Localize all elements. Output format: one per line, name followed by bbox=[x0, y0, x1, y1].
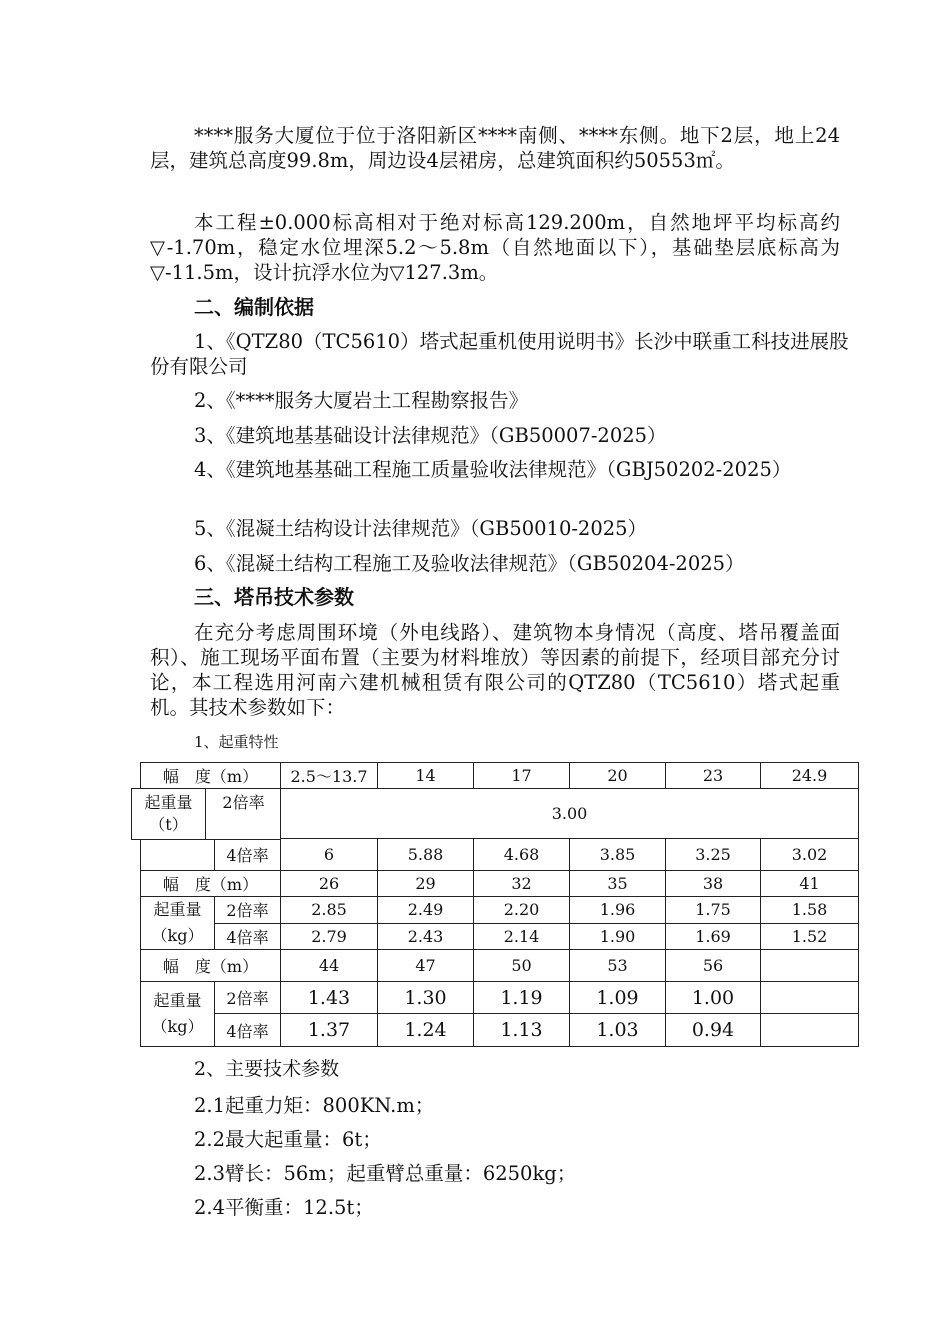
table-row bbox=[141, 1014, 859, 1047]
table-cell: 38 bbox=[666, 871, 761, 897]
intro-paragraph-1: ****服务大厦位于位于洛阳新区****南侧、****东侧。地下2层，地上24层，建筑总高度99.8m，周边设4层裙房，总建筑面积约50553㎡。 bbox=[150, 124, 840, 172]
table-cell: 41 bbox=[761, 871, 859, 897]
table-cell: 1.69 bbox=[666, 923, 761, 950]
table-cell: 2.20 bbox=[474, 897, 570, 924]
reference-item-6: 6、《混凝土结构工程施工及验收法律规范》（GB50204-2025） bbox=[194, 552, 745, 575]
rate4-label: 4倍率 bbox=[215, 1014, 281, 1047]
table-cell: 23 bbox=[666, 763, 761, 789]
rate4-label: 4倍率 bbox=[215, 839, 281, 871]
table-cell: 1.75 bbox=[666, 897, 761, 924]
capacity-label-t: 起重量（t） bbox=[132, 789, 206, 839]
radius-header: 幅 度（m） bbox=[141, 871, 281, 897]
table-cell: 53 bbox=[570, 950, 666, 982]
table-cell: 2.85 bbox=[281, 897, 378, 924]
reference-item-4: 4、《建筑地基基础工程施工质量验收法律规范》（GBJ50202-2025） bbox=[194, 458, 792, 481]
table-row bbox=[141, 950, 859, 982]
table-cell: 29 bbox=[378, 871, 474, 897]
section-2-heading: 二、编制依据 bbox=[194, 295, 314, 319]
table-cell: 14 bbox=[378, 763, 474, 789]
table-cell: 2.49 bbox=[378, 897, 474, 924]
table-row bbox=[141, 982, 859, 1014]
radius-header: 幅 度（m） bbox=[141, 763, 281, 789]
table-cell bbox=[761, 982, 859, 1014]
rate4-label: 4倍率 bbox=[215, 923, 281, 950]
table-cell: 1.96 bbox=[570, 897, 666, 924]
rate2-label: 2倍率 bbox=[215, 897, 281, 924]
table-cell: 50 bbox=[474, 950, 570, 982]
table-cell: 56 bbox=[666, 950, 761, 982]
table-row bbox=[141, 897, 859, 924]
table-cell bbox=[761, 950, 859, 982]
table-cell: 6 bbox=[281, 839, 378, 871]
table-cell: 26 bbox=[281, 871, 378, 897]
param-item-3: 2.3臂长：56m；起重臂总重量：6250kg； bbox=[194, 1162, 577, 1185]
table-cell: 1.52 bbox=[761, 923, 859, 950]
table-cell: 35 bbox=[570, 871, 666, 897]
table-cell: 1.13 bbox=[474, 1014, 570, 1047]
table-cell: 17 bbox=[474, 763, 570, 789]
merged-capacity-cell: 3.00 bbox=[281, 789, 859, 839]
table-cell: 20 bbox=[570, 763, 666, 789]
reference-item-5: 5、《混凝土结构设计法律规范》（GB50010-2025） bbox=[194, 517, 648, 540]
table-cell: 1.90 bbox=[570, 923, 666, 950]
table-cell: 2.43 bbox=[378, 923, 474, 950]
table-row bbox=[141, 839, 859, 871]
table-cell: 47 bbox=[378, 950, 474, 982]
param-item-1: 2.1起重力矩：800KN.m； bbox=[194, 1094, 435, 1117]
table-cell: 3.25 bbox=[666, 839, 761, 871]
table-cell: 1.03 bbox=[570, 1014, 666, 1047]
section-3-heading: 三、塔吊技术参数 bbox=[194, 585, 354, 609]
table-cell: 32 bbox=[474, 871, 570, 897]
lifting-characteristics-caption: 1、起重特性 bbox=[194, 733, 279, 751]
table-cell: 2.79 bbox=[281, 923, 378, 950]
table-cell: 0.94 bbox=[666, 1014, 761, 1047]
table-cell: 1.43 bbox=[281, 982, 378, 1014]
param-item-4: 2.4平衡重：12.5t； bbox=[194, 1196, 374, 1219]
reference-item-1: 1、《QTZ80（TC5610）塔式起重机使用说明书》长沙中联重工科技进展股份有限公司 bbox=[150, 330, 849, 378]
table-cell: 44 bbox=[281, 950, 378, 982]
reference-item-3: 3、《建筑地基基础设计法律规范》（GB50007-2025） bbox=[194, 424, 667, 447]
table-cell: 1.58 bbox=[761, 897, 859, 924]
rate2-label: 2倍率 bbox=[222, 793, 265, 812]
table-cell bbox=[761, 1014, 859, 1047]
table-cell: 1.30 bbox=[378, 982, 474, 1014]
param-item-2: 2.2最大起重量：6t； bbox=[194, 1128, 382, 1151]
table-row bbox=[141, 923, 859, 950]
table-cell: 2.14 bbox=[474, 923, 570, 950]
section-3-paragraph: 在充分考虑周围环境（外电线路）、建筑物本身情况（高度、塔吊覆盖面积）、施工现场平面布置（主要为材料堆放）等因素的前提下，经项目部充分讨论，本工程选用河南六建机械租赁有限公司的QTZ80（TC5610）塔式起重机。其技术参数如下： bbox=[150, 621, 840, 719]
table-cell: 1.19 bbox=[474, 982, 570, 1014]
capacity-label-t-box bbox=[131, 788, 281, 840]
table-cell: 4.68 bbox=[474, 839, 570, 871]
table-row bbox=[141, 871, 859, 897]
table-row bbox=[141, 763, 859, 789]
table-cell: 1.00 bbox=[666, 982, 761, 1014]
table-cell: 3.85 bbox=[570, 839, 666, 871]
table-cell: 1.24 bbox=[378, 1014, 474, 1047]
table-cell: 2.5～13.7 bbox=[281, 763, 378, 789]
main-params-caption: 2、主要技术参数 bbox=[194, 1058, 340, 1080]
table-cell: 3.02 bbox=[761, 839, 859, 871]
table-cell: 1.37 bbox=[281, 1014, 378, 1047]
table-cell: 5.88 bbox=[378, 839, 474, 871]
table-cell: 1.09 bbox=[570, 982, 666, 1014]
capacity-label-kg: 起重量（kg） bbox=[141, 897, 215, 950]
intro-paragraph-2: 本工程±0.000标高相对于绝对标高129.200m，自然地坪平均标高约▽-1.70m，稳定水位埋深5.2～5.8m（自然地面以下），基础垫层底标高为▽-11.5m，设计抗浮水位为▽127.3m。 bbox=[150, 211, 840, 284]
rate2-label: 2倍率 bbox=[215, 982, 281, 1014]
capacity-label-kg: 起重量（kg） bbox=[141, 982, 215, 1047]
table-cell: 24.9 bbox=[761, 763, 859, 789]
reference-item-2: 2、《****服务大厦岩土工程勘察报告》 bbox=[194, 389, 529, 412]
radius-header: 幅 度（m） bbox=[141, 950, 281, 982]
